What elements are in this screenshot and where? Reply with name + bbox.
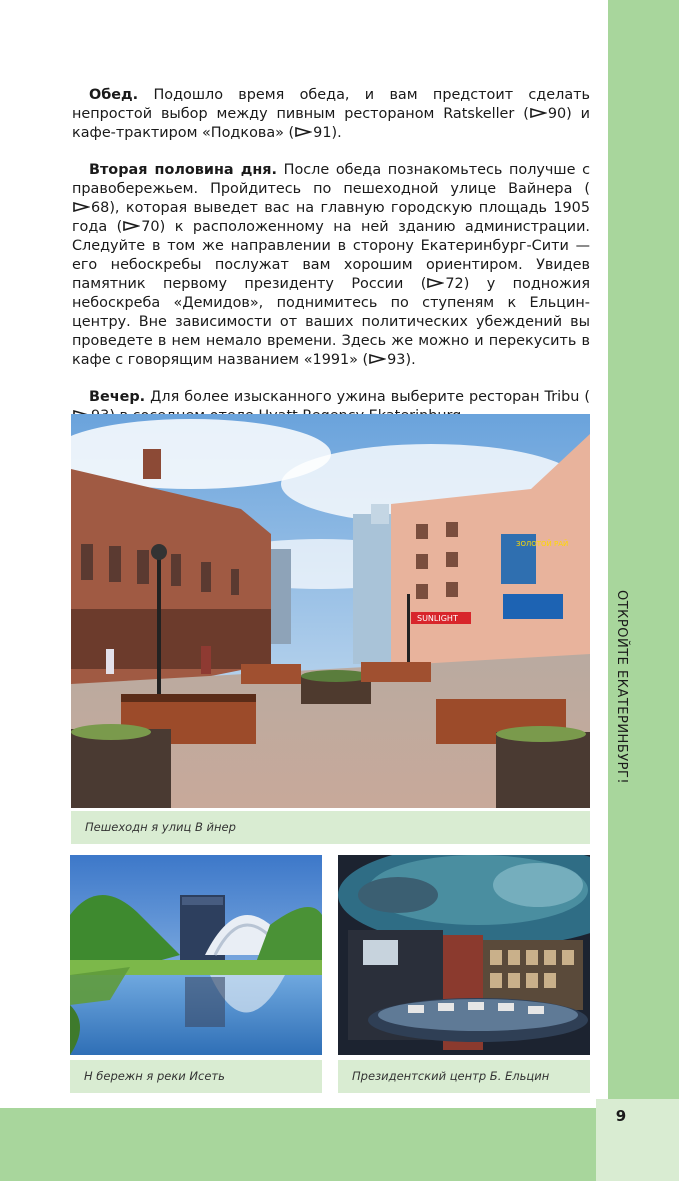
photo-pedestrian-street [71, 414, 590, 808]
section-label [607, 590, 637, 990]
article-text [72, 86, 590, 444]
arrow-ref-icon [427, 278, 444, 288]
page-ref[interactable] [294, 125, 331, 141]
paragraph-text: ), которая выведет вас на главную городскую площадь 1905 года ( [72, 200, 590, 235]
photo-embankment [70, 855, 322, 1055]
paragraph-text: Подошло время обеда, и вам предстоит сделать непростой выбор между пивным рестораном Ratskeller ( [72, 87, 590, 122]
ref-number: 93 [387, 352, 406, 368]
ref-number: 90 [547, 106, 567, 122]
paragraph-afternoon [72, 161, 590, 370]
shop-sign: ЗОЛОТОЙ РАЙ [516, 540, 569, 548]
ref-number: 72 [445, 276, 464, 292]
ref-number: 70 [141, 219, 160, 235]
page-number: 9 [615, 1107, 627, 1125]
page-number-box [596, 1099, 679, 1181]
arrow-ref-icon [295, 127, 312, 137]
paragraph-title: Обед. [89, 87, 139, 103]
paragraph-text: После обеда познакомьтесь получше с правобережьем. Пройдитесь по пешеходной улице Вайнера ( [72, 162, 591, 197]
page-ref[interactable] [426, 276, 463, 292]
paragraph-text: ). [405, 352, 416, 368]
ref-number: 91 [313, 125, 332, 141]
paragraph-text: Для более изысканного ужина выберите ресторан Tribu ( [145, 389, 590, 405]
ref-number: 68 [91, 200, 110, 216]
caption-embankment: Н бережн я реки Исеть [70, 1060, 322, 1093]
paragraph-lunch [72, 86, 590, 143]
arrow-ref-icon [73, 202, 90, 212]
caption-main: Пешеходн я улиц В йнер [71, 811, 590, 844]
arrow-ref-icon [369, 354, 386, 364]
paragraph-title: Вторая половина дня. [89, 162, 277, 178]
paragraph-title: Вечер. [89, 389, 146, 405]
paragraph-text: ). [331, 125, 342, 141]
paragraph-text: ) и кафе-трактиром «Подкова» ( [72, 106, 591, 141]
section-title: ОТКРОЙТЕ ЕКАТЕРИНБУРГ! [614, 590, 629, 785]
page-ref[interactable] [122, 219, 159, 235]
bottom-band [0, 1108, 679, 1181]
page-ref[interactable] [72, 200, 109, 216]
photo-yeltsin-center [338, 855, 590, 1055]
paragraph-text: ) у подножия небоскреба «Демидов», поднимитесь по ступеням к Ельцин-центру. Вне зависимости от ваших политических убеждений вы проведете в нем немало времени. Здесь же можно и перекусить в кафе с говорящим названием «1991» ( [72, 276, 590, 368]
embankment-illustration [70, 855, 322, 1055]
street-illustration [71, 414, 590, 808]
arrow-ref-icon [123, 221, 140, 231]
caption-yeltsin-center: Президентский центр Б. Ельцин [338, 1060, 590, 1093]
paragraph-text: ) к расположенному на ней зданию администрации. Следуйте в том же направлении в сторону Екатеринбург-Сити — его небоскребы послужат вам хорошим ориентиром. Увидев памятник первому президенту России ( [72, 219, 590, 292]
yeltsin-center-illustration [338, 855, 590, 1055]
page-ref[interactable] [529, 106, 566, 122]
page-ref[interactable] [368, 352, 405, 368]
shop-sign: SUNLIGHT [417, 614, 458, 623]
arrow-ref-icon [530, 108, 547, 118]
